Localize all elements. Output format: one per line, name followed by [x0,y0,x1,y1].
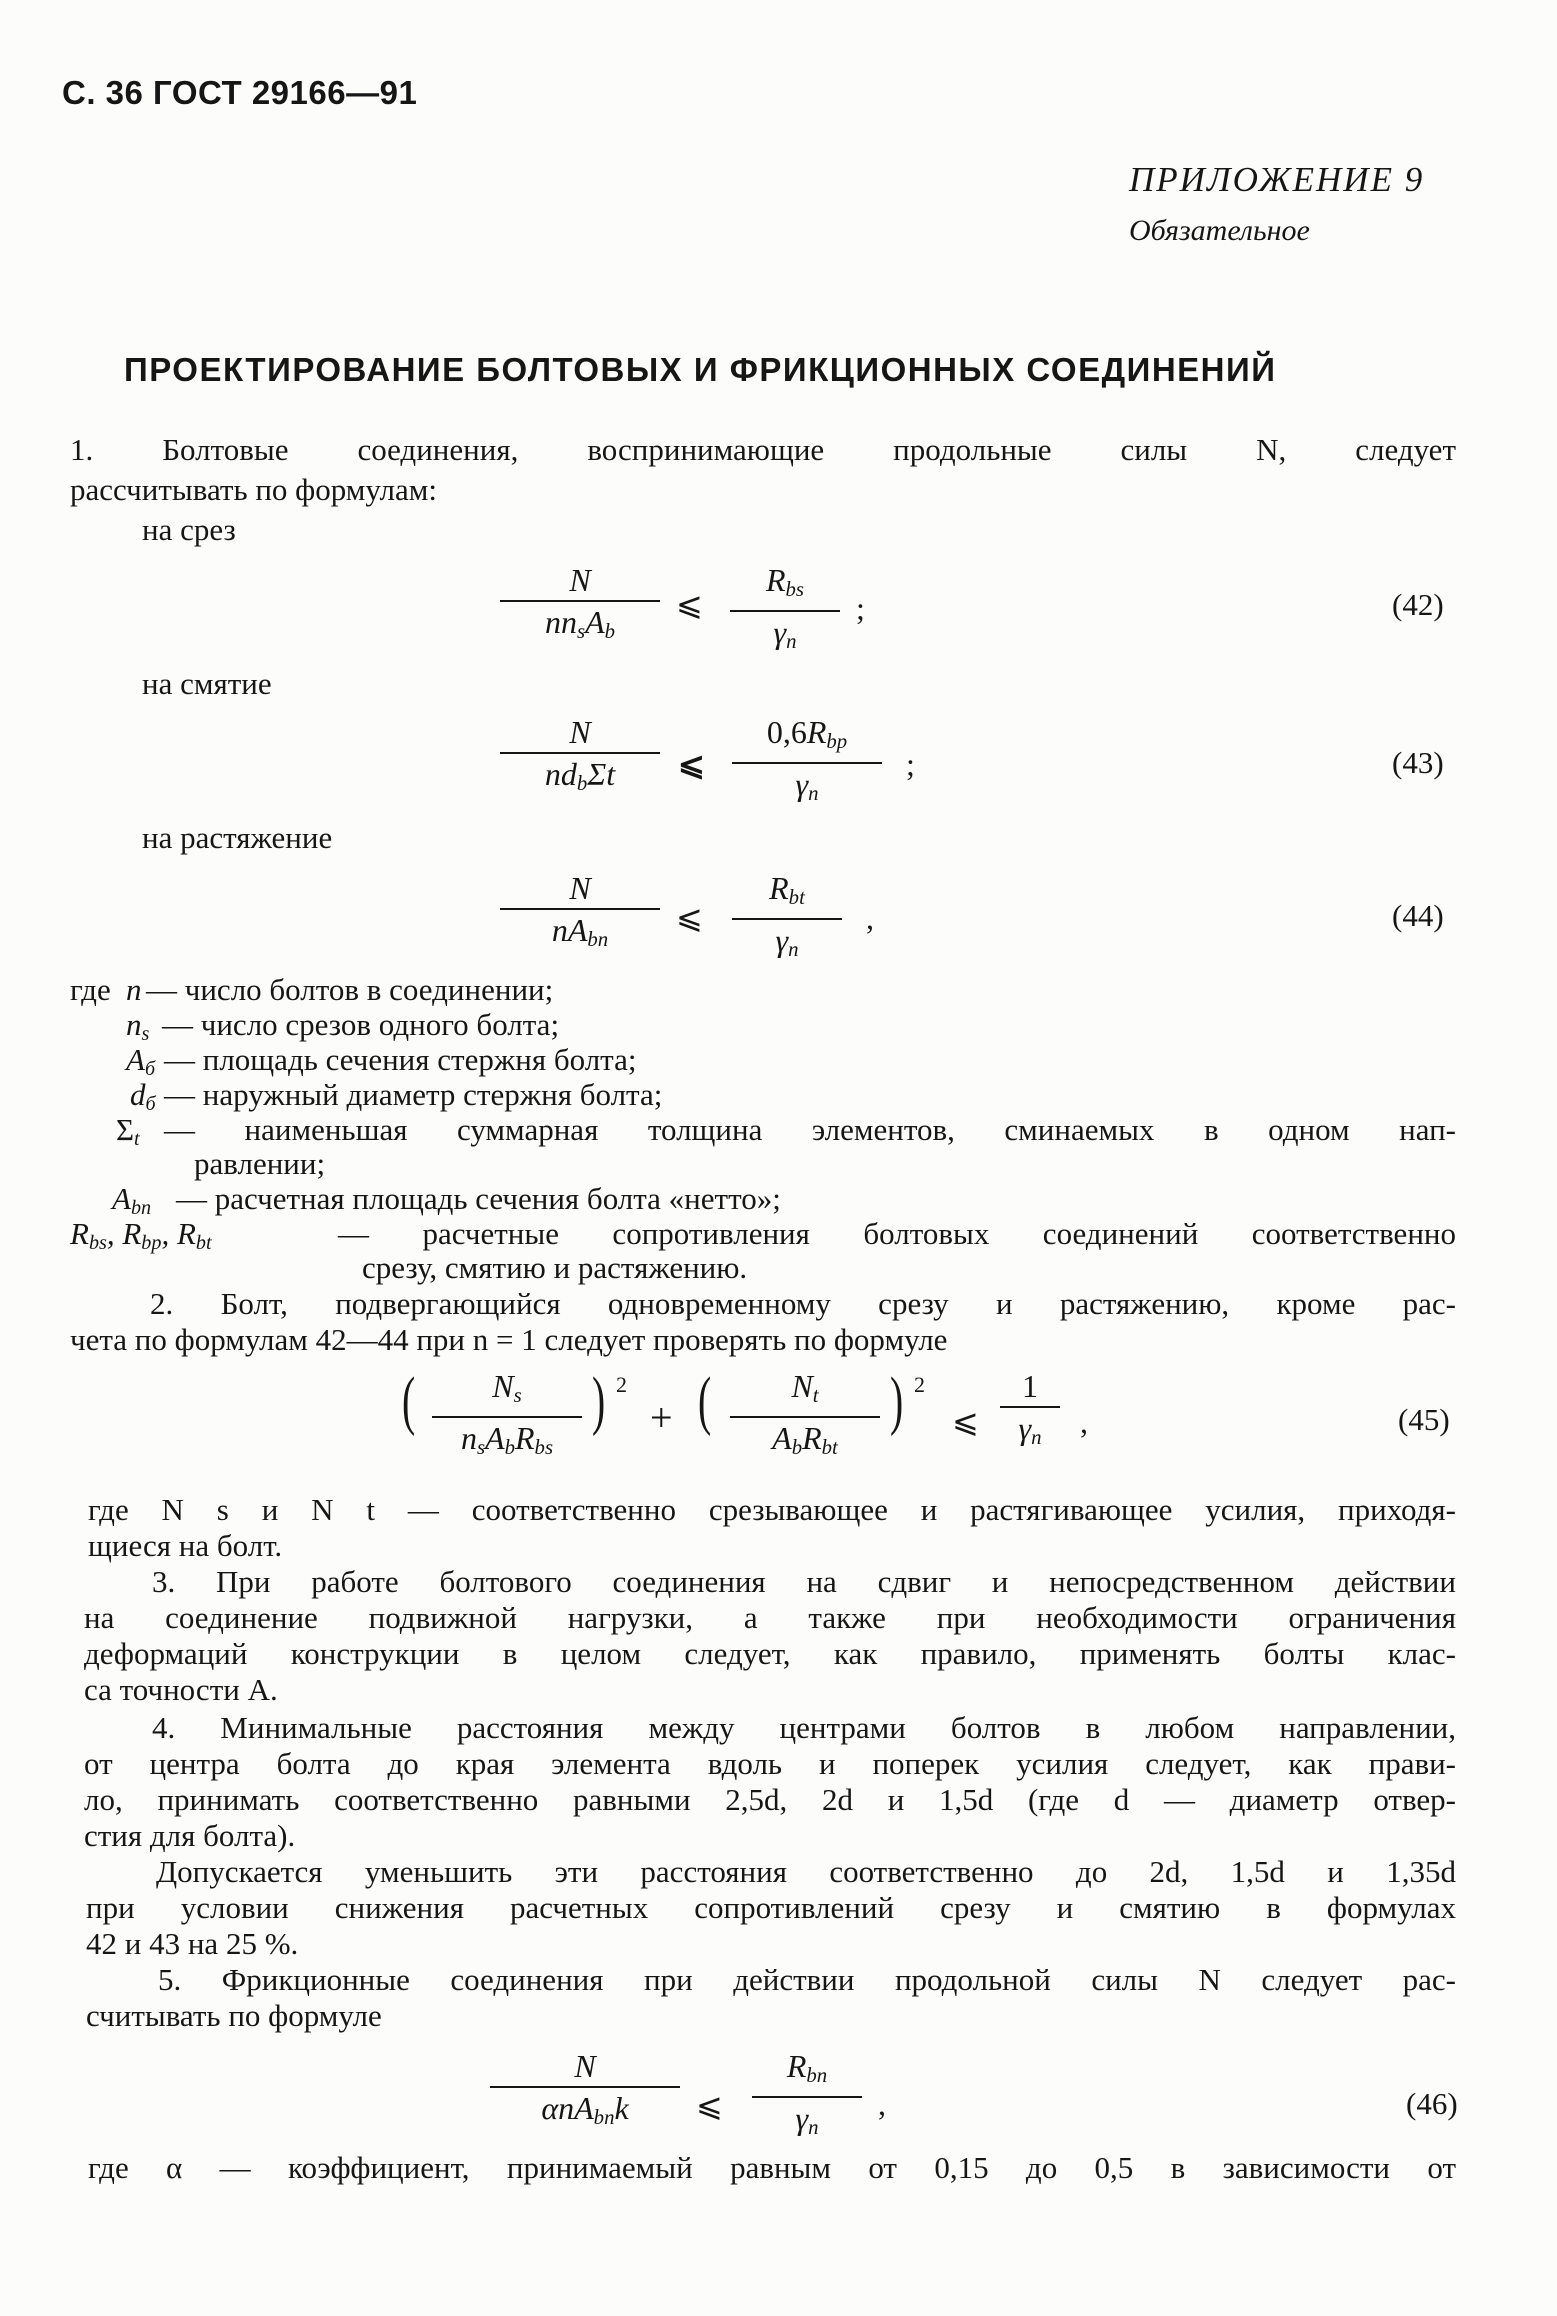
eq45-d2: $A_bR_{bt}$ [772,1420,838,1460]
eq43-denominator: $nd_b\Sigma t$ [544,756,616,796]
p4b-line1: Допускается уменьшить эти расстояния соответственно до 2d, 1,5d и 1,35d [156,1854,1456,1889]
eq44-leq: ⩽ [676,899,703,935]
eq46-comma: , [878,2086,886,2122]
eq42-semicolon: ; [856,590,865,626]
where1-sym-2: $A_б$ [126,1042,156,1081]
eq45-leq: ⩽ [952,1403,979,1439]
eq45-fraction-1 [432,1366,582,1468]
eq45-sq-1: 2 [616,1372,627,1397]
eq42-rden: $\gamma_n$ [773,614,797,654]
eq43-rnum: $0,6R_{bp}$ [766,714,848,754]
eq46-number: (46) [1406,2086,1458,2121]
where1-sym-0: n [126,972,142,1007]
eq42-number: (42) [1392,587,1444,622]
eq45-rhs-den: $\gamma_n$ [1018,1410,1042,1450]
eq42-rnum: $R_{bs}$ [765,562,805,602]
where1-text-7: — расчетные сопротивления болтовых соединений соответственно [338,1216,1456,1251]
p4-line3: ло, принимать соответственно равными 2,5d, 2d и 1,5d (где d — диаметр отвер- [84,1782,1456,1817]
where1-sym-6: $A_{bn}$ [112,1181,152,1220]
eq43-left-fraction [500,712,660,804]
where1-text-5: равлении; [194,1146,326,1181]
appendix-title: ПРИЛОЖЕНИЕ 9 [1129,160,1425,199]
eq45-lparen-2: ( [698,1364,712,1437]
eq46-leq: ⩽ [696,2087,723,2123]
eq43-numerator: N [569,714,591,750]
eq44-rnum: $R_{bt}$ [769,870,805,910]
where1-sym-1: $n_s$ [126,1007,150,1046]
eq43-number: (43) [1392,745,1444,780]
where1-text-1: — число срезов одного болта; [162,1007,560,1042]
eq43-leq: ⩽ [678,746,705,782]
p4b-line3: 42 и 43 на 25 %. [86,1926,299,1961]
where1-lead: где [70,972,111,1007]
where1-text-4: — наименьшая суммарная толщина элементов, сминаемых в одном нап- [164,1112,1456,1147]
eq45-rhs-fraction [1000,1366,1060,1458]
eq42-denominator: $nn_sA_b$ [544,604,616,644]
eq45-lparen-1: ( [402,1364,416,1437]
eq43-semicolon: ; [906,746,915,782]
eq45-rhs-num: 1 [1022,1368,1038,1404]
eq42-right-fraction [730,560,840,662]
eq44-number: (44) [1392,898,1444,933]
eq44-left-fraction [500,868,660,960]
eq44-rden: $\gamma_n$ [775,922,799,962]
page-header: С. 36 ГОСТ 29166—91 [62,74,418,111]
where1-sym-3: $d_б$ [130,1077,156,1116]
section-title: ПРОЕКТИРОВАНИЕ БОЛТОВЫХ И ФРИКЦИОННЫХ СОЕДИНЕНИЙ [124,351,1277,388]
where1-sym-4: $\Sigma_t$ [116,1112,140,1151]
p4-line2: от центра болта до края элемента вдоль и поперек усилия следует, как прави- [84,1746,1456,1781]
eq45-n2: $N_t$ [791,1368,819,1408]
p3-line3: деформаций конструкции в целом следует, как правило, применять болты клас- [84,1636,1456,1671]
p5-line1: 5. Фрикционные соединения при действии продольной силы N следует рас- [158,1962,1456,1997]
where2-line1: где N s и N t — соответственно срезывающее и растягивающее усилия, приходя- [88,1492,1456,1527]
p3-line1: 3. При работе болтового соединения на сдвиг и непосредственном действии [152,1564,1456,1599]
label-tension: на растяжение [142,820,333,855]
label-bearing: на смятие [142,666,272,701]
where1-text-8: срезу, смятию и растяжению. [362,1250,748,1285]
p3-line2: на соединение подвижной нагрузки, а также при необходимости ограничения [84,1600,1456,1635]
eq46-denominator: αnA$_{bn}$k [541,2090,629,2130]
eq43-right-fraction [732,712,882,814]
eq45-comma: , [1080,1404,1088,1440]
eq42-leq: ⩽ [676,586,703,622]
eq42-left-fraction [500,560,660,652]
eq44-right-fraction [732,868,842,970]
label-shear: на срез [142,512,236,547]
p3-line4: са точности А. [84,1672,278,1707]
eq45-d1: $n_sA_bR_{bs}$ [460,1420,554,1460]
eq45-n1: $N_s$ [492,1368,522,1408]
eq46-rden: $\gamma_n$ [795,2100,819,2140]
where1-sym-7: $R_{bs}$, $R_{bp}$, $R_{bt}$ [70,1216,212,1255]
eq46-numerator: N [574,2048,596,2084]
where2-line2: щиеся на болт. [88,1528,283,1563]
eq43-rden: $\gamma_n$ [795,766,819,806]
where1-text-3: — наружный диаметр стержня болта; [164,1077,663,1112]
eq45-rparen-1: ) [592,1364,606,1437]
p2-line2: чета по формулам 42—44 при n = 1 следует проверять по формуле [70,1322,948,1357]
eq45-sq-2: 2 [914,1372,925,1397]
where1-text-0: — число болтов в соединении; [146,972,554,1007]
last-line: где α — коэффициент, принимаемый равным от 0,15 до 0,5 в зависимости от [88,2150,1456,2185]
eq44-numerator: N [569,870,591,906]
eq44-denominator: $nA_{bn}$ [551,912,609,952]
eq45-fraction-2 [730,1366,880,1468]
where1-text-6: — расчетная площадь сечения болта «нетто»; [176,1181,781,1216]
eq42-numerator: N [569,562,591,598]
p2-line1: 2. Болт, подвергающийся одновременному срезу и растяжению, кроме рас- [150,1286,1456,1321]
p4-line1: 4. Минимальные расстояния между центрами болтов в любом направлении, [152,1710,1456,1745]
eq45-rparen-2: ) [890,1364,904,1437]
appendix-subtitle: Обязательное [1129,214,1310,247]
p5-line2: считывать по формуле [86,1998,382,2033]
eq46-left-fraction [490,2046,680,2138]
eq46-rnum: $R_{bn}$ [786,2048,828,2088]
p1-line2: рассчитывать по формулам: [70,472,438,507]
p4-line4: стия для болта). [84,1818,296,1853]
eq45-plus: + [650,1395,673,1440]
eq44-comma: , [866,900,874,936]
p4b-line2: при условии снижения расчетных сопротивлений срезу и смятию в формулах [86,1890,1456,1925]
eq46-right-fraction [752,2046,862,2148]
p1-line1: 1. Болтовые соединения, воспринимающие продольные силы N, следует [70,432,1456,467]
eq45-number: (45) [1398,1402,1450,1437]
where1-text-2: — площадь сечения стержня болта; [164,1042,637,1077]
